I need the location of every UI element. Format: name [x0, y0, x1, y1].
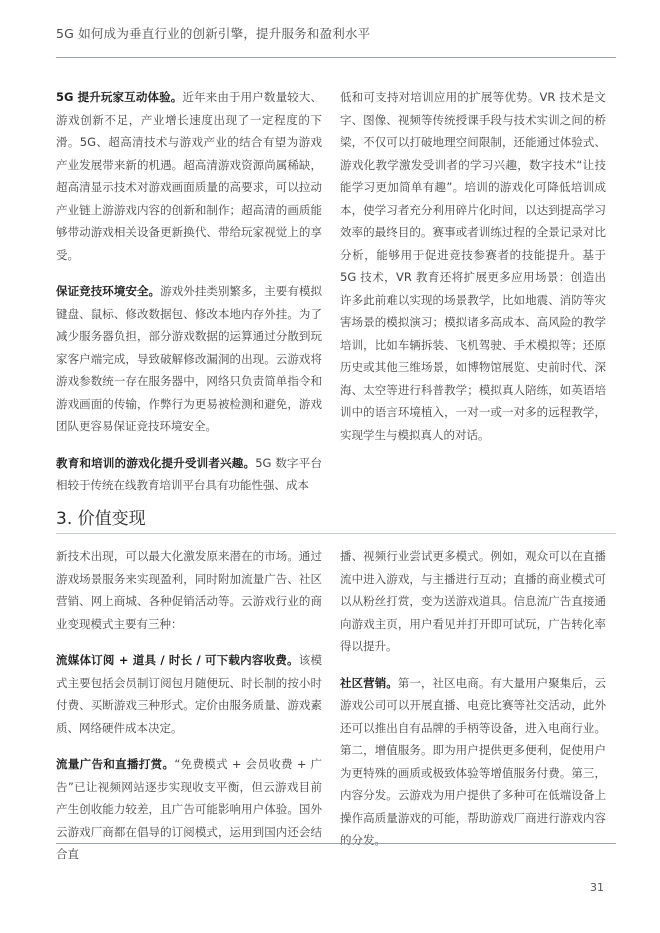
paragraph-body: 5G 数字平台相较于传统在线教育培训平台具有功能性强、成本 [56, 455, 322, 492]
lower-right-column [340, 545, 606, 866]
paragraph-streaming-subscription [56, 649, 322, 739]
section-divider [56, 533, 616, 534]
paragraph-competitive-security [56, 280, 322, 438]
paragraph-education-continued: 低和可支持对培训应用的扩展等优势。VR 技术是文字、图像、视频等传统授课手段与技术实训之间的桥梁，不仅可以打破地理空间限制，还能通过体验式、游戏化教学激发受训者的学习兴趣，数字技术“让技能学习更加简单有趣”。培训的游戏化可降低培训成本，使学习者充分利用碎片化时间，以达到提高学习效率的最终目的。赛事或者训练过程的全景记录对比分析，能够用于促进竞技参赛者的技能提升。基于 5G 技术，VR 教育还将扩展更多应用场景：创造出许多此前难以实现的场景教学，比如地震、消防等灾害场景的模拟演习；模拟诸多高成本、高风险的教学培训，比如车辆拆装、飞机驾驶、手术模拟等；还原历史或其他三维场景，如博物馆展览、史前时代、深海、太空等进行科普教学；模拟真人陪练，如英语培训中的语言环境植入，一对一或一对多的远程教学，实现学生与模拟真人的对话。 [340, 90, 606, 442]
upper-right-column [340, 86, 606, 460]
paragraph-education-gamification [56, 452, 322, 497]
paragraph-player-interaction [56, 86, 322, 266]
paragraph-body: 游戏外挂类别繁多，主要有模拟键盘、鼠标、修改数据包、修改本地内存外挂。为了减少服务器负担，部分游戏数据的运算通过分散到玩家客户端完成，导致破解修改漏洞的出现。云游戏将游戏参数统一存在服务器中，网络只负责简单指令和游戏画面的传输，作弊行为更易被检测和避免，游戏团队更容易保证竞技环境安全。 [56, 284, 323, 433]
lower-left-column [56, 545, 322, 880]
paragraph-body: 第一，社区电商。有大量用户聚集后，云游戏公司可以开展直播、电竞比赛等社交活动，此外还可以推出自有品牌的手柄等设备，进入电商行业。第二，增值服务。即为用户提供更多便利，促使用户为更特殊的画质或极致体验等增值服务付费。第三，内容分发。云游戏为用户提供了多种可在低端设备上操作高质量游戏的可能，帮助游戏厂商进行游戏内容的分发。 [340, 675, 607, 847]
footer-divider [56, 843, 616, 844]
paragraph-lead: 5G 提升玩家互动体验。 [56, 90, 183, 104]
paragraph-community-marketing [340, 672, 606, 852]
running-header: 5G 如何成为垂直行业的创新引擎，提升服务和盈利水平 [56, 26, 371, 41]
paragraph-lead: 保证竞技环境安全。 [56, 284, 161, 298]
page-number: 31 [590, 881, 604, 894]
paragraph-lead: 社区营销。 [340, 675, 398, 690]
header-divider [56, 57, 616, 58]
paragraph-lead: 流媒体订阅 + 道具 / 时长 / 可下载内容收费。 [56, 653, 299, 667]
paragraph-ads-livestream [56, 753, 322, 866]
paragraph-lead: 教育和培训的游戏化提升受训者兴趣。 [56, 455, 256, 470]
paragraph-body: 该模式主要包括会员制订阅包月随便玩、时长制的按小时付费、买断游戏三种形式。定价由服务质量、游戏素质、网络硬件成本决定。 [56, 653, 323, 735]
paragraph-intro: 新技术出现，可以最大化激发原来潜在的市场。通过游戏场景服务来实现盈利，同时附加流量广告、社区营销、网上商城、各种促销活动等。云游戏行业的商业变现模式主要有三种： [56, 549, 322, 631]
section-title: 3. 价值变现 [56, 509, 146, 529]
paragraph-body: “免费模式 + 会员收费 + 广告”已让视频网站逐步实现收支平衡，但云游戏目前产生创收能力较差，且广告可能影响用户体验。国外云游戏厂商都在倡导的订阅模式，运用到国内还会结合直 [56, 757, 322, 861]
paragraph-ads-continued: 播、视频行业尝试更多模式。例如，观众可以在直播流中进入游戏，与主播进行互动；直播的商业模式可以从粉丝打赏，变为送游戏道具。信息流广告直接通向游戏主页，用户看见并打开即可试玩，广告转化率得以提升。 [340, 549, 606, 653]
paragraph-lead: 流量广告和直播打赏。 [56, 757, 175, 771]
paragraph-body: 近年来由于用户数量较大、游戏创新不足，产业增长速度出现了一定程度的下滑。5G、超高清技术与游戏产业的结合有望为游戏产业发展带来新的机遇。超高清游戏资源尚属稀缺，超高清显示技术对游戏画面质量的高要求，可以拉动产业链上游游戏内容的创新和制作；超高清的画质能够带动游戏相关设备更新换代、带给玩家视觉上的享受。 [56, 90, 323, 262]
upper-left-column [56, 86, 322, 511]
